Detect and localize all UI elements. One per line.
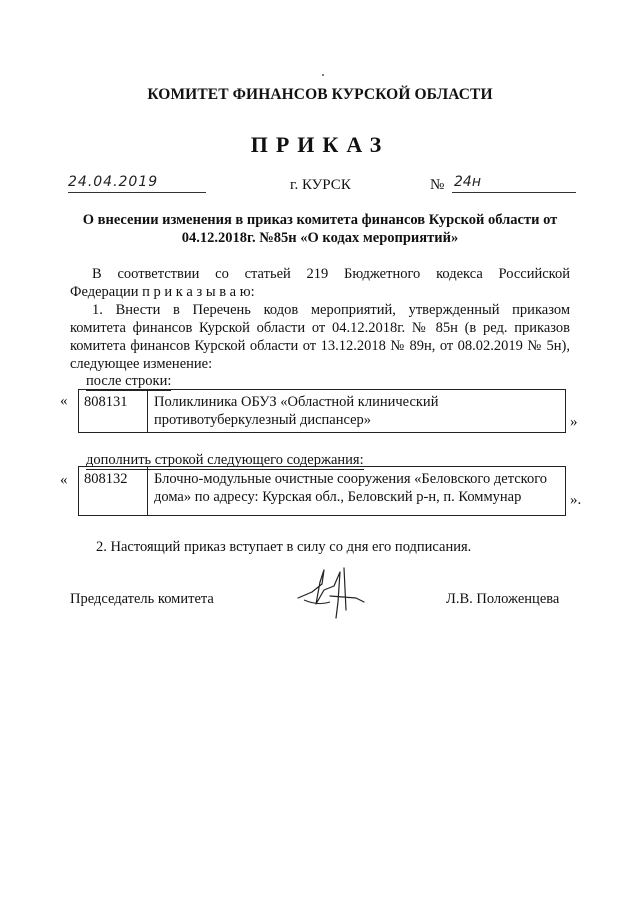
row-after-close-quote: »	[570, 414, 578, 430]
handwritten-date: 24.04.2019	[68, 174, 206, 193]
body-paragraphs	[70, 265, 570, 373]
row-after-code: 808131	[79, 390, 148, 432]
point2-paragraph	[70, 538, 570, 556]
row-new-close-quote: ».	[570, 492, 582, 508]
row-new-code: 808132	[79, 467, 148, 515]
order-title: ПРИКАЗ	[250, 132, 390, 157]
subject-line-2: 04.12.2018г. №85н «О кодах мероприятий»	[181, 230, 459, 246]
signatory-name: Л.В. Положенцева	[446, 591, 560, 607]
point1-line-3: комитета финансов Курской области от 13.12.2018 № 89н, от 08.02.2019 № 5н),	[70, 338, 570, 354]
row-new-open-quote: «	[60, 472, 68, 488]
row-new-table	[78, 466, 566, 516]
handwritten-signature	[294, 562, 366, 622]
row-new-name: Блочно-модульные очистные сооружения «Беловского детского дома» по адресу: Курская обл., Беловский р-н, п. Коммунар	[154, 471, 548, 505]
row-after-open-quote: «	[60, 393, 68, 409]
row-after-name: Поликлиника ОБУЗ «Областной клинический противотуберкулезный диспансер»	[154, 394, 439, 428]
point1-line-4: следующее изменение:	[70, 356, 213, 372]
number-label: №	[430, 177, 445, 193]
point1-line-2: комитета финансов Курской области от 04.12.2018г. № 85н (в ред. приказов	[70, 320, 570, 336]
point2-text: 2. Настоящий приказ вступает в силу со дня его подписания.	[96, 539, 472, 555]
point1-line-1: 1. Внести в Перечень кодов мероприятий, утвержденный приказом	[92, 302, 570, 318]
preamble-line-2: Федерации п р и к а з ы в а ю:	[70, 284, 255, 300]
city: г. КУРСК	[290, 177, 351, 193]
row-after-table	[78, 389, 566, 433]
order-subject	[70, 211, 570, 247]
subject-line-1: О внесении изменения в приказ комитета финансов Курской области от	[82, 212, 558, 228]
committee-name: КОМИТЕТ ФИНАНСОВ КУРСКОЙ ОБЛАСТИ	[147, 86, 493, 103]
after-row-label: после строки:	[86, 373, 172, 389]
signatory-position: Председатель комитета	[70, 591, 214, 607]
scan-dot	[322, 74, 324, 76]
preamble-line-1: В соответствии со статьей 219 Бюджетного кодекса Российской	[92, 266, 570, 282]
handwritten-number: 24н	[452, 174, 576, 193]
add-row-label: дополнить строкой следующего содержания:	[86, 452, 364, 468]
